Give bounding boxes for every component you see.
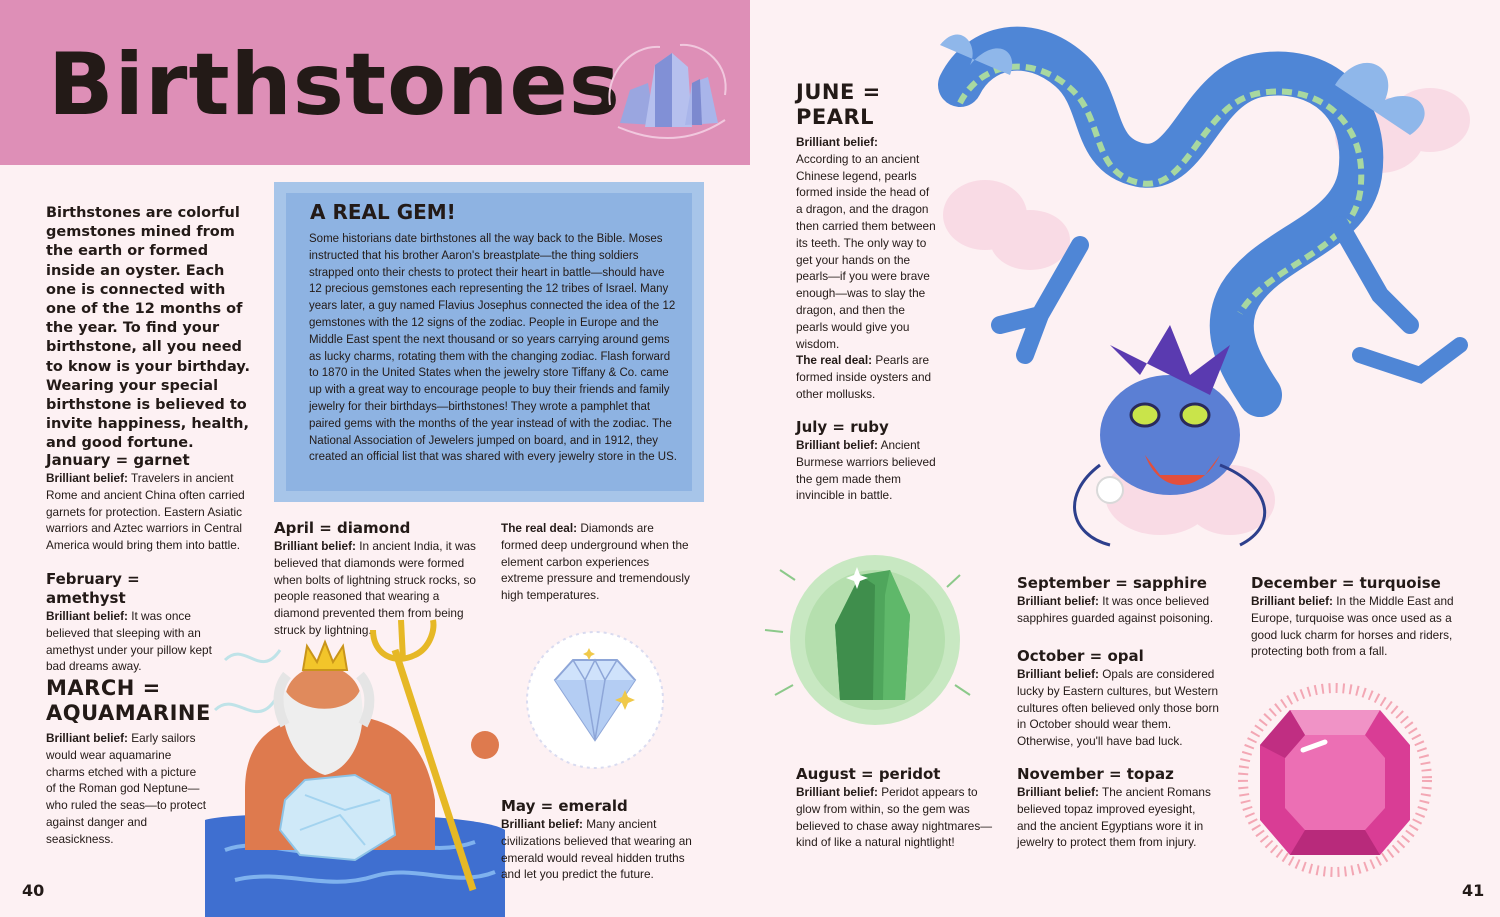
page-title: Birthstones <box>48 35 621 135</box>
june-deal: Pearls are formed inside oysters and other mollusks. <box>796 353 932 401</box>
june-heading-line2: PEARL <box>796 105 875 129</box>
october-belief: Opals are considered lucky by Eastern cultures, but Western cultures often believed only those born in October should wear them. Otherwise, you'll have bad luck. <box>1017 667 1219 749</box>
belief-label: Brilliant belief: <box>796 785 878 799</box>
july-heading: July = ruby <box>796 418 889 436</box>
february-belief: It was once believed that sleeping with an amethyst under your pillow kept bad dreams away. <box>46 609 212 674</box>
amethyst-crystal-illustration <box>600 35 735 145</box>
august-heading: August = peridot <box>796 765 941 783</box>
september-heading: September = sapphire <box>1017 574 1207 592</box>
belief-label: Brilliant belief: <box>46 731 128 745</box>
belief-label: Brilliant belief: <box>1017 667 1099 681</box>
april-real-deal <box>501 520 693 604</box>
belief-label: Brilliant belief: <box>501 817 583 831</box>
february-section <box>46 570 224 675</box>
november-belief: The ancient Romans believed topaz improved eyesight, and the ancient Egyptians wore it in jewelry to protect them from injury. <box>1017 785 1211 850</box>
april-deal: Diamonds are formed deep underground when the element carbon experiences extreme pressure and tremendously high temperatures. <box>501 521 690 603</box>
june-section <box>796 80 936 403</box>
january-heading: January = garnet <box>46 451 190 469</box>
march-heading-line2: AQUAMARINE <box>46 701 211 725</box>
neptune-illustration <box>205 620 505 917</box>
december-belief: In the Middle East and Europe, turquoise was once used as a good luck charm for horses and riders, protecting both from a fall. <box>1251 594 1454 659</box>
july-belief: Ancient Burmese warriors believed the gem made them invincible in battle. <box>796 438 936 503</box>
intro-paragraph: Birthstones are colorful gemstones mined from the earth or formed inside an oyster. Each one is connected with one of the 12 months of the year. To find your birthstone, all you need to know is your birthday. Wearing your special birthstone is believed to invite happiness, health, and good fortune. <box>46 205 250 452</box>
deal-label: The real deal: <box>501 521 578 535</box>
october-section <box>1017 647 1222 750</box>
belief-label: Brilliant belief: <box>1017 785 1099 799</box>
august-belief: Peridot appears to glow from within, so the gem was believed to chase away nightmares—kind of like a natural nightlight! <box>796 785 993 850</box>
belief-label: Brilliant belief: <box>796 135 878 149</box>
january-belief: Travelers in ancient Rome and ancient China often carried garnets for protection. Eastern Asiatic warriors and Aztec warriors in Central America would bring them into battle. <box>46 471 245 553</box>
june-belief: According to an ancient Chinese legend, pearls formed inside the head of a dragon, and the dragon then carried them between its teeth. The only way to get your hands on the pearls—if you were brave enough—was to slay the dragon, and then the pearls would give you wisdom. <box>796 151 936 351</box>
september-section <box>1017 574 1222 627</box>
deal-label: The real deal: <box>796 353 873 368</box>
january-section <box>46 451 252 554</box>
april-heading: April = diamond <box>274 519 411 537</box>
november-heading: November = topaz <box>1017 765 1174 783</box>
may-heading: May = emerald <box>501 797 628 815</box>
march-belief: Early sailors would wear aquamarine charms etched with a picture of the Roman god Neptune—who ruled the seas—to protect against danger and seasickness. <box>46 731 207 846</box>
august-section <box>796 765 996 851</box>
diamond-illustration <box>515 625 675 775</box>
february-heading: February = amethyst <box>46 570 140 607</box>
dragon-illustration <box>940 25 1490 555</box>
real-gem-text: Some historians date birthstones all the way back to the Bible. Moses instructed that his brother Aaron's breastplate—the thing soldiers strapped onto their chests to protect their heart in battle—should have 12 precious gemstones each representing the 12 tribes of Israel. Many years later, a guy named Flavius Josephus connected the idea of the 12 gemstones with the 12 signs of the zodiac. People in Europe and the Middle East spent the next thousand or so years carrying around gems as lucky charms, rotating them with the changing zodiac. Flash forward to 1870 in the United States when the jewelry store Tiffany & Co. came up with a great way to encourage people to buy their friends and family jewelry for their birthdays—birthstones! They wrote a pamphlet that paired gems with the months of the year instead of with the zodiac. The National Association of Jewelers jumped on board, and in 1912, they created an official list that was shared with every jewelry store in the US. <box>309 233 677 464</box>
may-section <box>501 797 701 883</box>
march-section <box>46 676 211 848</box>
december-section <box>1251 574 1461 660</box>
july-section <box>796 418 941 504</box>
march-heading-line1: MARCH = <box>46 676 161 700</box>
pink-gem-illustration <box>1235 680 1435 880</box>
october-heading: October = opal <box>1017 647 1144 665</box>
november-section <box>1017 765 1217 851</box>
emerald-illustration <box>765 535 980 745</box>
belief-label: Brilliant belief: <box>1017 594 1099 608</box>
page-number-right: 41 <box>1462 881 1485 900</box>
belief-label: Brilliant belief: <box>274 539 356 553</box>
belief-label: Brilliant belief: <box>1251 594 1333 608</box>
belief-label: Brilliant belief: <box>46 471 128 485</box>
belief-label: Brilliant belief: <box>796 438 878 452</box>
april-belief: In ancient India, it was believed that diamonds were formed when bolts of lightning struck rocks, so people reasoned that wearing a diamond prevented them from being struck by lightning. <box>274 539 476 637</box>
belief-label: Brilliant belief: <box>46 609 128 623</box>
june-heading-line1: JUNE = <box>796 80 881 104</box>
page-number-left: 40 <box>22 881 45 900</box>
december-heading: December = turquoise <box>1251 574 1441 592</box>
may-belief: Many ancient civilizations believed that wearing an emerald would reveal hidden truths and let you predict the future. <box>501 817 692 882</box>
real-gem-heading: A REAL GEM! <box>310 200 456 224</box>
september-belief: It was once believed sapphires guarded against poisoning. <box>1017 594 1214 625</box>
